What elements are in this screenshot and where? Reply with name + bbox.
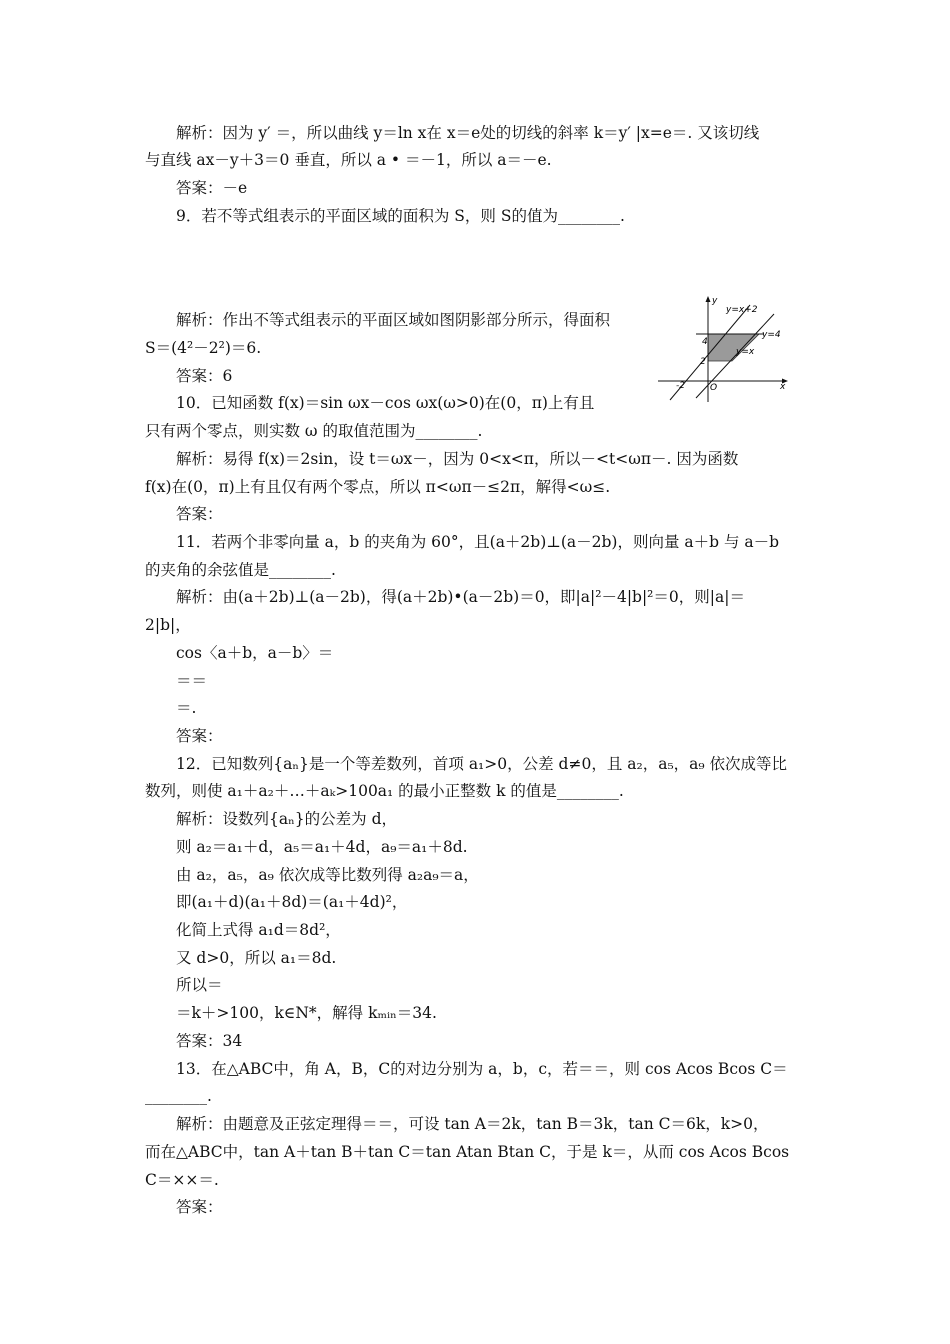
- line-24: 则 a₂＝a₁＋d，a₅＝a₁＋4d，a₉＝a₁＋8d.: [176, 838, 468, 856]
- line-27: 化简上式得 a₁d＝8d²，: [176, 921, 341, 939]
- line-11: f(x)在(0，π)上有且仅有两个零点，所以 π<ωπ－≤2π，解得<ω≤.: [145, 478, 611, 496]
- line-22: 数列，则使 a₁＋a₂＋…＋aₖ>100a₁ 的最小正整数 k 的值是________.: [145, 782, 624, 800]
- line-25: 由 a₂，a₅，a₉ 依次成等比数列得 a₂a₉＝a，: [176, 866, 479, 884]
- line-28: 又 d>0，所以 a₁＝8d.: [176, 949, 337, 967]
- line-35: 而在△ABC中，tan A＋tan B＋tan C＝tan Atan Btan C，于是 k＝，从而 cos Acos Bcos: [145, 1143, 790, 1161]
- line-33: ________.: [145, 1087, 212, 1105]
- line-08: 10．已知函数 f(x)＝sin ωx－cos ωx(ω>0)在(0，π)上有且: [176, 394, 595, 412]
- line-30: ＝k＋>100，k∈N*，解得 kₘᵢₙ＝34.: [176, 1004, 437, 1022]
- tick-label-neg2: -2: [676, 381, 685, 391]
- line-21: 12．已知数列{aₙ}是一个等差数列，首项 a₁>0，公差 d≠0，且 a₂，a₅，a₉ 依次成等比: [176, 755, 788, 773]
- line-16: 2|b|，: [145, 616, 191, 634]
- line-10: 解析：易得 f(x)＝2sin，设 t＝ωx－，因为 0<x<π，所以－<t<ωπ－. 因为函数: [176, 450, 739, 468]
- line-06: S＝(4²－2²)＝6.: [145, 339, 262, 357]
- line-18: ＝＝: [176, 672, 208, 690]
- line-32: 13．在△ABC中，角 A，B，C的对边分别为 a，b，c，若＝＝，则 cos Acos Bcos C＝: [176, 1060, 788, 1078]
- line-05: 解析：作出不等式组表示的平面区域如图阴影部分所示，得面积: [176, 311, 611, 329]
- line-13: 11．若两个非零向量 a，b 的夹角为 60°，且(a＋2b)⊥(a－2b)，则向量 a＋b 与 a－b: [176, 533, 780, 551]
- axis-x-label: x: [780, 382, 786, 392]
- line-36: C＝××＝.: [145, 1171, 219, 1189]
- line-02: 与直线 ax－y＋3＝0 垂直，所以 a • ＝－1，所以 a＝－e.: [145, 151, 552, 169]
- line-09: 只有两个零点，则实数 ω 的取值范围为________.: [145, 422, 483, 440]
- label-y-eq-4: y=4: [762, 330, 781, 340]
- line-14: 的夹角的余弦值是________.: [145, 561, 336, 579]
- line-12: 答案：: [176, 505, 223, 523]
- line-29: 所以＝: [176, 976, 223, 994]
- tick-label-2: 2: [700, 357, 706, 367]
- line-37: 答案：: [176, 1198, 223, 1216]
- line-07: 答案：6: [176, 367, 233, 385]
- line-19: ＝.: [176, 699, 197, 717]
- y-axis-arrow: [706, 296, 711, 302]
- line-34: 解析：由题意及正弦定理得＝＝，可设 tan A＝2k，tan B＝3k，tan C＝6k，k>0，: [176, 1115, 769, 1133]
- line-20: 答案：: [176, 727, 223, 745]
- line-31: 答案：34: [176, 1032, 243, 1050]
- line-04: 9．若不等式组表示的平面区域的面积为 S，则 S的值为________.: [176, 207, 625, 225]
- label-y-eq-x: y=x: [736, 347, 755, 357]
- line-26: 即(a₁＋d)(a₁＋8d)＝(a₁＋4d)²，: [176, 893, 408, 911]
- region-figure: [656, 292, 796, 404]
- tick-label-4: 4: [702, 337, 708, 347]
- line-23: 解析：设数列{aₙ}的公差为 d，: [176, 810, 398, 828]
- line-01: 解析：因为 y′ ＝，所以曲线 y＝ln x在 x＝e处的切线的斜率 k＝y′ |x=e＝. 又该切线: [176, 124, 760, 142]
- line-15: 解析：由(a＋2b)⊥(a－2b)，得(a＋2b)•(a－2b)＝0，即|a|²－4|b|²＝0，则|a|＝: [176, 588, 745, 606]
- axis-y-label: y: [712, 296, 718, 306]
- line-17: cos〈a＋b，a－b〉＝: [176, 644, 334, 662]
- line-03: 答案：－e: [176, 179, 248, 197]
- label-y-eq-x-plus-2: y=x+2: [726, 305, 758, 315]
- origin-label: O: [710, 383, 718, 393]
